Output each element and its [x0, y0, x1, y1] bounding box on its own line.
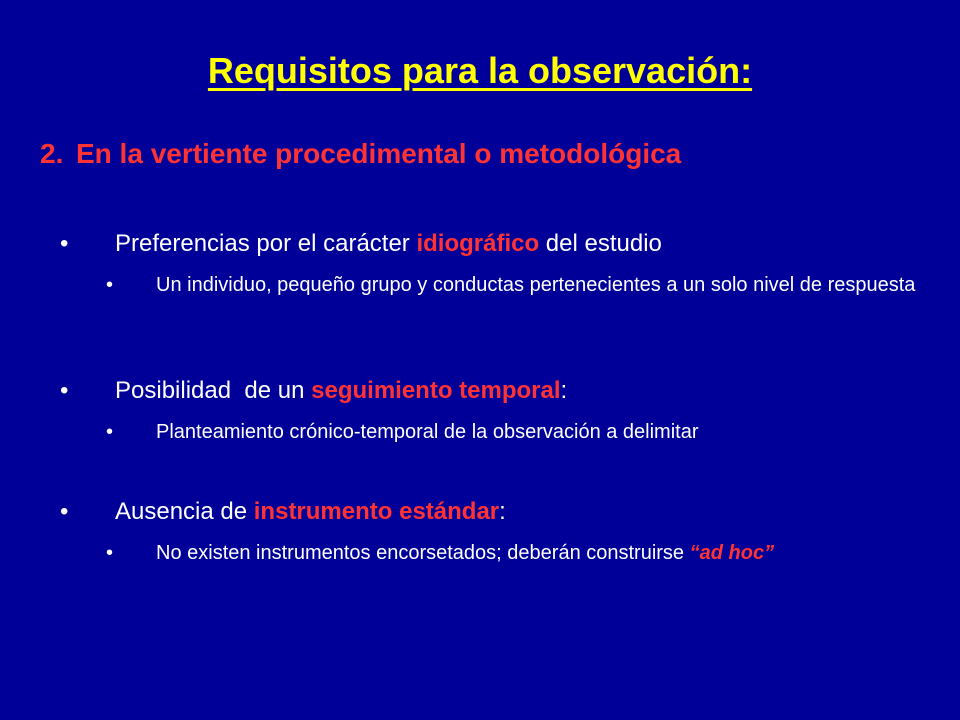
bullet-marker: • — [60, 377, 69, 404]
bullet-marker: • — [106, 542, 114, 564]
section-heading-text: En la vertiente procedimental o metodológica — [76, 138, 682, 169]
bullet-marker: • — [106, 274, 114, 296]
bullet-point-2-text — [115, 377, 567, 405]
highlight-term: “ad hoc” — [689, 542, 775, 564]
bullet-marker: • — [60, 498, 69, 525]
text-segment: : — [499, 498, 506, 525]
text-segment: Un individuo, pequeño grupo y conductas pertenecientes a un solo nivel de respuesta — [156, 274, 916, 296]
highlight-term: seguimiento temporal — [311, 377, 561, 404]
text-segment: No existen instrumentos encorsetados; deberán construirse — [156, 542, 690, 564]
sub-point-1-text — [156, 273, 936, 298]
bullet-point-3-text — [115, 498, 506, 526]
text-segment: Ausencia de — [115, 498, 254, 525]
section-number: 2. — [40, 138, 64, 169]
bullet-marker: • — [106, 421, 114, 443]
bullet-marker: • — [60, 230, 69, 257]
sub-point-3-text — [156, 541, 936, 566]
text-segment: Preferencias por el carácter — [115, 230, 417, 257]
text-segment: Posibilidad de un — [115, 377, 312, 404]
section-heading — [40, 138, 940, 170]
highlight-term: instrumento estándar — [253, 498, 500, 525]
text-segment: : — [560, 377, 568, 404]
text-segment: Planteamiento crónico-temporal de la observación a delimitar — [156, 421, 699, 443]
highlight-term: idiográfico — [416, 230, 540, 257]
text-segment: del estudio — [539, 230, 662, 257]
bullet-point-1-text — [115, 230, 662, 258]
slide-title: Requisitos para la observación: — [207, 50, 753, 91]
sub-point-2-text — [156, 420, 936, 445]
